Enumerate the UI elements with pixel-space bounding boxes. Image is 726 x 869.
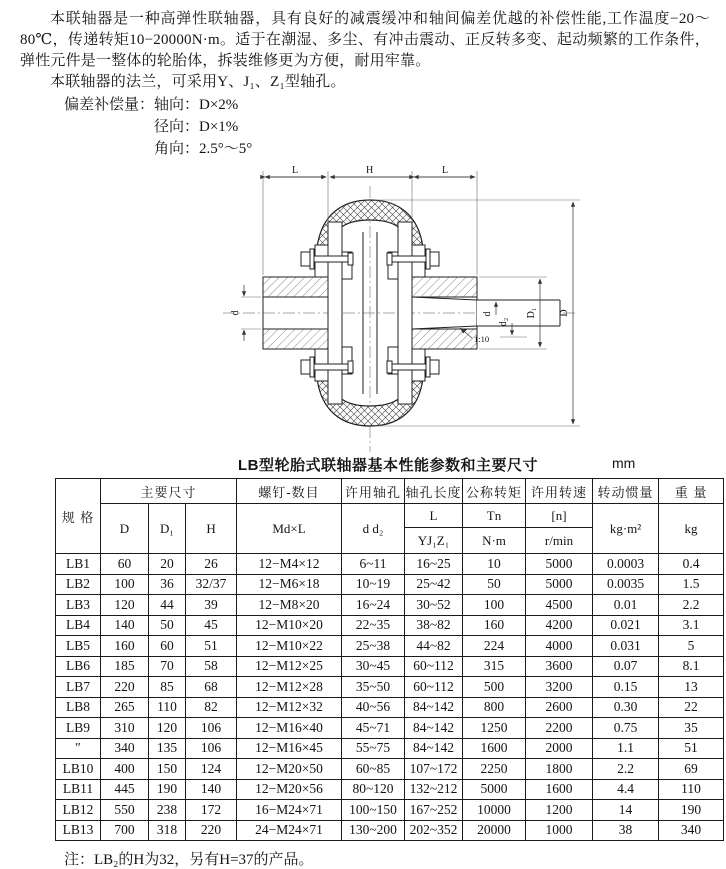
col-header-d: D [101, 504, 149, 554]
value-cell: 44 [149, 595, 186, 616]
value-cell: 110 [659, 779, 724, 800]
spec-cell: LB3 [56, 595, 101, 616]
spec-cell: LB10 [56, 759, 101, 780]
value-cell: 172 [186, 800, 237, 821]
value-cell: 22 [659, 697, 724, 718]
value-cell: 315 [463, 656, 526, 677]
value-cell: 84~142 [405, 738, 463, 759]
dim-label-left-l: L [292, 165, 299, 176]
value-cell: 68 [186, 677, 237, 698]
value-cell: 1250 [463, 718, 526, 739]
value-cell: 12−M12×28 [237, 677, 342, 698]
coupling-drawing-area [20, 162, 710, 454]
compensation-row-axial [64, 94, 710, 116]
value-cell: 4.4 [593, 779, 659, 800]
dim-label-hub-od: D₁ [526, 307, 537, 319]
col-header-bolts-spec: Md×L [237, 504, 342, 554]
value-cell: 1600 [463, 738, 526, 759]
value-cell: 12−M16×45 [237, 738, 342, 759]
col-header-speed: 许用转速 [526, 479, 593, 504]
value-cell: 135 [149, 738, 186, 759]
value-cell: 6~11 [342, 554, 405, 575]
value-cell: 39 [186, 595, 237, 616]
value-cell: 0.031 [593, 636, 659, 657]
spec-cell: LB12 [56, 800, 101, 821]
value-cell: 0.0035 [593, 574, 659, 595]
value-cell: 51 [659, 738, 724, 759]
value-cell: 12−M6×18 [237, 574, 342, 595]
value-cell: 160 [463, 615, 526, 636]
value-cell: 1200 [526, 800, 593, 821]
dim-label-h: H [366, 165, 374, 176]
table-row [56, 636, 724, 657]
value-cell: 0.75 [593, 718, 659, 739]
col-header-torque-unit: N·m [463, 528, 526, 554]
value-cell: 2000 [526, 738, 593, 759]
table-row [56, 615, 724, 636]
table-row [56, 800, 724, 821]
value-cell: 35 [659, 718, 724, 739]
value-cell: 160 [101, 636, 149, 657]
value-cell: 2250 [463, 759, 526, 780]
value-cell: 5 [659, 636, 724, 657]
value-cell: 60~85 [342, 759, 405, 780]
table-row [56, 759, 724, 780]
value-cell: 5000 [526, 554, 593, 575]
value-cell: 8.1 [659, 656, 724, 677]
value-cell: 70 [149, 656, 186, 677]
value-cell: 132~212 [405, 779, 463, 800]
value-cell: 4500 [526, 595, 593, 616]
col-header-h: H [186, 504, 237, 554]
value-cell: 84~142 [405, 718, 463, 739]
value-cell: 45~71 [342, 718, 405, 739]
value-cell: 50 [149, 615, 186, 636]
table-unit: mm [612, 455, 636, 471]
value-cell: 220 [186, 820, 237, 841]
value-cell: 36 [149, 574, 186, 595]
table-row [56, 656, 724, 677]
value-cell: 32/37 [186, 574, 237, 595]
spec-cell: LB7 [56, 677, 101, 698]
spec-cell: LB6 [56, 656, 101, 677]
value-cell: 400 [101, 759, 149, 780]
value-cell: 0.30 [593, 697, 659, 718]
value-cell: 1800 [526, 759, 593, 780]
table-row [56, 718, 724, 739]
value-cell: 5000 [463, 779, 526, 800]
value-cell: 16~25 [405, 554, 463, 575]
value-cell: 202~352 [405, 820, 463, 841]
value-cell: 100 [101, 574, 149, 595]
value-cell: 12−M10×20 [237, 615, 342, 636]
value-cell: 0.4 [659, 554, 724, 575]
taper-label: 1:10 [474, 334, 490, 344]
value-cell: 26 [186, 554, 237, 575]
value-cell: 190 [659, 800, 724, 821]
spec-cell: LB13 [56, 820, 101, 841]
value-cell: 2.2 [593, 759, 659, 780]
col-header-speed-unit: r/min [526, 528, 593, 554]
value-cell: 10 [463, 554, 526, 575]
value-cell: 265 [101, 697, 149, 718]
dim-label-shaft-d: d [482, 311, 493, 317]
table-row [56, 738, 724, 759]
value-cell: 0.021 [593, 615, 659, 636]
value-cell: 700 [101, 820, 149, 841]
col-header-d1: D₁ [149, 504, 186, 554]
compensation-block [64, 94, 710, 160]
value-cell: 12−M4×12 [237, 554, 342, 575]
value-cell: 12−M16×40 [237, 718, 342, 739]
value-cell: 60~112 [405, 677, 463, 698]
value-cell: 2200 [526, 718, 593, 739]
value-cell: 120 [101, 595, 149, 616]
value-cell: 60 [149, 636, 186, 657]
spec-cell: LB8 [56, 697, 101, 718]
col-header-bore: 许用轴孔 [342, 479, 405, 504]
table-row [56, 697, 724, 718]
col-header-torque: 公称转矩 [463, 479, 526, 504]
value-cell: 13 [659, 677, 724, 698]
value-cell: 12−M8×20 [237, 595, 342, 616]
intro-paragraph-1: 本联轴器是一种高弹性联轴器，具有良好的减震缓冲和轴间偏差优越的补偿性能,工作温度−20～80℃，传递转矩10−20000N·m。适于在潮湿、多尘、有冲击震动、正反转多变、起动频繁的工作条件，弹性元件是一整体的轮胎体，拆装维修更为方便，耐用牢靠。 [20, 11, 710, 69]
value-cell: 500 [463, 677, 526, 698]
value-cell: 12−M12×32 [237, 697, 342, 718]
value-cell: 12−M20×56 [237, 779, 342, 800]
spec-cell: LB9 [56, 718, 101, 739]
col-header-inertia-unit: kg·m² [593, 504, 659, 554]
col-header-bore-range: d d₂ [342, 504, 405, 554]
value-cell: 3600 [526, 656, 593, 677]
value-cell: 30~52 [405, 595, 463, 616]
col-header-spec: 规 格 [56, 479, 101, 554]
compensation-label: 偏差补偿量： [64, 97, 155, 113]
value-cell: 0.15 [593, 677, 659, 698]
col-header-speed-symbol: [n] [526, 504, 593, 528]
value-cell: 107~172 [405, 759, 463, 780]
value-cell: 3200 [526, 677, 593, 698]
dim-label-bore-d: d [230, 310, 241, 316]
value-cell: 16−M24×71 [237, 800, 342, 821]
footnote: 注：LB₂的H为32，另有H=37的产品。 [64, 852, 314, 868]
value-cell: 12−M10×22 [237, 636, 342, 657]
compensation-radial: 径向：D×1% [154, 119, 239, 135]
spec-cell: LB2 [56, 574, 101, 595]
value-cell: 84~142 [405, 697, 463, 718]
value-cell: 106 [186, 718, 237, 739]
value-cell: 340 [659, 820, 724, 841]
intro-paragraph-2: 本联轴器的法兰，可采用Y、J₁、Z₁型轴孔。 [50, 74, 346, 90]
dim-label-right-l: L [442, 165, 449, 176]
col-header-main-dims: 主要尺寸 [101, 479, 237, 504]
value-cell: 2600 [526, 697, 593, 718]
value-cell: 4200 [526, 615, 593, 636]
value-cell: 120 [149, 718, 186, 739]
compensation-angular: 角向：2.5°～5° [154, 141, 253, 157]
coupling-cross-section-diagram [165, 162, 635, 454]
value-cell: 25~42 [405, 574, 463, 595]
value-cell: 1.5 [659, 574, 724, 595]
value-cell: 550 [101, 800, 149, 821]
value-cell: 150 [149, 759, 186, 780]
value-cell: 1000 [526, 820, 593, 841]
value-cell: 445 [101, 779, 149, 800]
value-cell: 3.1 [659, 615, 724, 636]
value-cell: 45 [186, 615, 237, 636]
value-cell: 224 [463, 636, 526, 657]
table-row [56, 595, 724, 616]
value-cell: 238 [149, 800, 186, 821]
value-cell: 80~120 [342, 779, 405, 800]
value-cell: 69 [659, 759, 724, 780]
col-header-weight-unit: kg [659, 504, 724, 554]
value-cell: 5000 [526, 574, 593, 595]
col-header-weight: 重 量 [659, 479, 724, 504]
value-cell: 190 [149, 779, 186, 800]
table-row [56, 779, 724, 800]
spec-cell: ″ [56, 738, 101, 759]
coupling-parameter-table [55, 478, 724, 841]
value-cell: 40~56 [342, 697, 405, 718]
value-cell: 24−M24×71 [237, 820, 342, 841]
value-cell: 106 [186, 738, 237, 759]
value-cell: 220 [101, 677, 149, 698]
table-row [56, 574, 724, 595]
col-header-length-l: L [405, 504, 463, 528]
value-cell: 60 [101, 554, 149, 575]
value-cell: 38 [593, 820, 659, 841]
value-cell: 110 [149, 697, 186, 718]
col-header-bolts: 螺钉-数目 [237, 479, 342, 504]
value-cell: 2.2 [659, 595, 724, 616]
col-header-torque-symbol: Tn [463, 504, 526, 528]
spec-cell: LB4 [56, 615, 101, 636]
value-cell: 22~35 [342, 615, 405, 636]
value-cell: 38~82 [405, 615, 463, 636]
dim-label-shaft-d2: d₂ [498, 317, 509, 327]
value-cell: 12−M20×50 [237, 759, 342, 780]
col-header-bore-types: YJ₁Z₁ [405, 528, 463, 554]
value-cell: 10000 [463, 800, 526, 821]
value-cell: 100~150 [342, 800, 405, 821]
value-cell: 20000 [463, 820, 526, 841]
value-cell: 185 [101, 656, 149, 677]
value-cell: 1600 [526, 779, 593, 800]
value-cell: 55~75 [342, 738, 405, 759]
spec-cell: LB5 [56, 636, 101, 657]
table-row [56, 554, 724, 575]
value-cell: 340 [101, 738, 149, 759]
value-cell: 51 [186, 636, 237, 657]
value-cell: 12−M12×25 [237, 656, 342, 677]
value-cell: 124 [186, 759, 237, 780]
col-header-inertia: 转动惯量 [593, 479, 659, 504]
col-header-bore-length: 轴孔长度 [405, 479, 463, 504]
value-cell: 167~252 [405, 800, 463, 821]
value-cell: 800 [463, 697, 526, 718]
value-cell: 82 [186, 697, 237, 718]
spec-cell: LB11 [56, 779, 101, 800]
value-cell: 4000 [526, 636, 593, 657]
table-title: LB型轮胎式联轴器基本性能参数和主要尺寸 [238, 457, 538, 474]
table-header [56, 479, 724, 554]
value-cell: 60~112 [405, 656, 463, 677]
value-cell: 14 [593, 800, 659, 821]
value-cell: 130~200 [342, 820, 405, 841]
table-row [56, 677, 724, 698]
compensation-axial: 轴向：D×2% [154, 97, 239, 113]
value-cell: 140 [101, 615, 149, 636]
table-body [56, 554, 724, 841]
spec-cell: LB1 [56, 554, 101, 575]
value-cell: 10~19 [342, 574, 405, 595]
value-cell: 0.0003 [593, 554, 659, 575]
value-cell: 44~82 [405, 636, 463, 657]
value-cell: 0.01 [593, 595, 659, 616]
dim-label-tire-od: D [559, 309, 570, 317]
value-cell: 318 [149, 820, 186, 841]
value-cell: 100 [463, 595, 526, 616]
value-cell: 85 [149, 677, 186, 698]
value-cell: 310 [101, 718, 149, 739]
table-row [56, 820, 724, 841]
value-cell: 1.1 [593, 738, 659, 759]
value-cell: 25~38 [342, 636, 405, 657]
value-cell: 0.07 [593, 656, 659, 677]
value-cell: 30~45 [342, 656, 405, 677]
value-cell: 35~50 [342, 677, 405, 698]
value-cell: 20 [149, 554, 186, 575]
value-cell: 140 [186, 779, 237, 800]
table-caption-row [20, 454, 710, 476]
value-cell: 50 [463, 574, 526, 595]
value-cell: 16~24 [342, 595, 405, 616]
value-cell: 58 [186, 656, 237, 677]
